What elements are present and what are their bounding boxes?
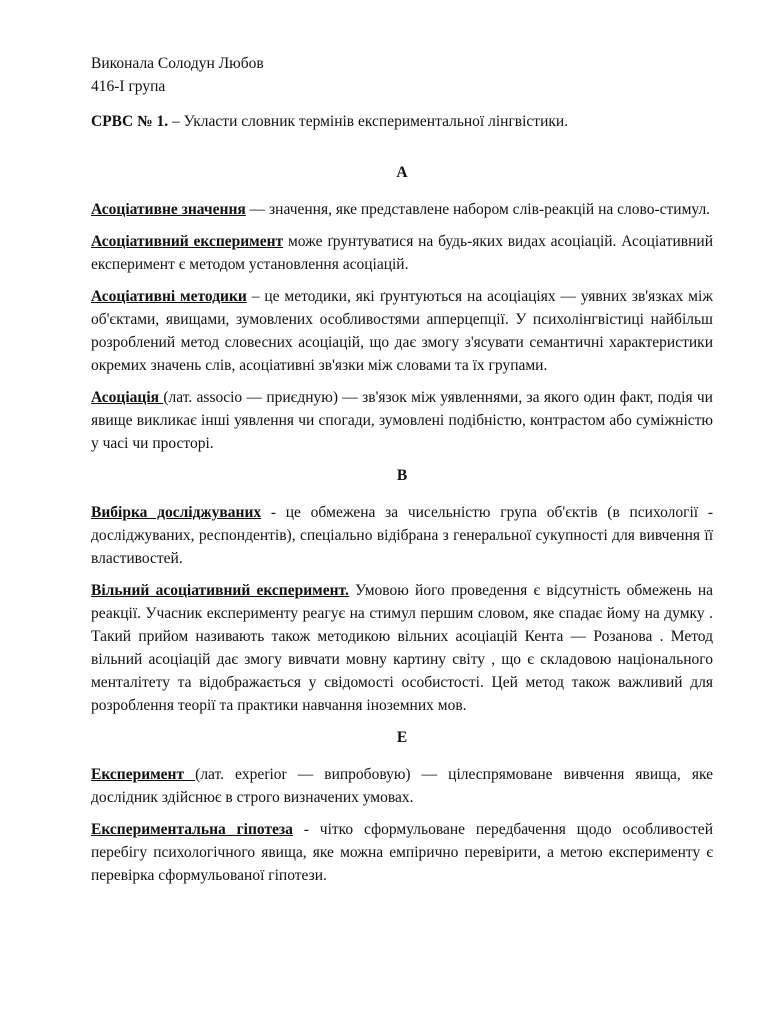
term: Вибірка досліджуваних: [91, 504, 262, 521]
task-text: – Укласти словник термінів експериментальної лінгвістики.: [168, 113, 569, 130]
term: Асоціація: [91, 389, 164, 406]
entry-association: [91, 386, 713, 455]
document-page: [91, 52, 713, 896]
entry-associative-experiment: [91, 230, 713, 276]
entry-sample: [91, 501, 713, 570]
definition: може ґрунтуватися на будь-яких видах асоціацій. Асоціативний експеримент є методом установлення асоціацій.: [91, 233, 713, 273]
definition: — значення, яке представлене набором слів-реакцій на слово-стимул.: [245, 201, 711, 218]
task-statement: [91, 110, 713, 133]
definition: (лат. experior — випробовую) — цілеспрямоване вивчення явища, яке дослідник здійснює в строго визначених умовах.: [91, 766, 714, 806]
section-letter-v: В: [396, 467, 408, 484]
entry-free-associative-experiment: [91, 579, 713, 717]
definition: - це обмежена за чисельністю група об'єктів (в психології - досліджуваних, респондентів), спеціально відібрана з генеральної сукупності для вивчення її властивостей.: [91, 504, 713, 567]
section-letter-a: А: [396, 164, 408, 181]
term: Асоціативний експеримент: [91, 233, 284, 250]
term: Експеримент: [91, 766, 196, 783]
definition: - чітко сформульоване передбачення щодо особливостей перебігу психологічного явища, яке можна емпірично перевірити, а метою експерименту є перевірка сформульованої гіпотези.: [91, 821, 713, 884]
definition: (лат. associo — приєдную) — зв'язок між уявленнями, за якого один факт, подія чи явище викликає інші уявлення чи спогади, зумовлені подібністю, контрастом або суміжністю у часі чи просторі.: [91, 389, 713, 452]
definition: – це методики, які ґрунтуються на асоціаціях — уявних зв'язках між об'єктами, явищами, зумовлених особливостями апперцепції. У психолінгвістиці найбільш розроблений метод словесних асоціацій, що дає змогу з'ясувати семантичні характеристики окремих значень слів, асоціативні зв'язки між словами та їх групами.: [91, 288, 713, 374]
term: Асоціативні методики: [91, 288, 247, 305]
author-name: Виконала Солодун Любов: [91, 55, 264, 72]
entry-experimental-hypothesis: [91, 818, 713, 887]
term: Вільний асоціативний експеримент.: [91, 582, 349, 599]
entry-associative-methods: [91, 285, 713, 377]
term: Асоціативне значення: [91, 201, 246, 218]
entry-associative-meaning: [91, 198, 713, 221]
section-letter-e: Е: [396, 729, 408, 746]
term: Експериментальна гіпотеза: [91, 821, 293, 838]
entry-experiment: [91, 763, 713, 809]
definition: Умовою його проведення є відсутність обмежень на реакції. Учасник експерименту реагує на стимул першим словом, яке спадає йому на думку . Такий прийом називають також методикою вільних асоціацій Кента — Розанова . Метод вільний асоціацій дає змогу вивчати мовну картину світу , що є складовою національного менталітету та відображається у свідомості особистості. Цей метод також важливий для розроблення теорії та практики навчання іноземних мов.: [91, 582, 714, 714]
group-number: 416-І група: [91, 78, 166, 95]
task-label: СРВС № 1.: [91, 113, 169, 130]
